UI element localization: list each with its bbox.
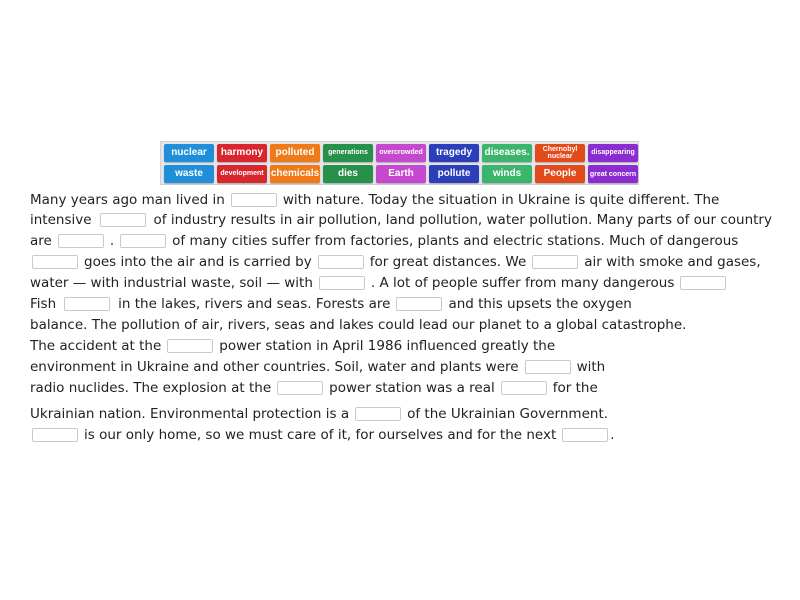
text-line-1 [30,190,719,210]
answer-blank-11[interactable] [396,297,442,311]
text-line-4 [30,252,761,272]
text-segment: . A lot of people suffer from many dangerous [370,275,675,291]
text-segment: Many years ago man lived in [30,192,225,208]
answer-blank-18[interactable] [562,428,608,442]
text-segment: The accident at the [30,338,162,354]
text-segment: and this upsets the oxygen [448,296,632,312]
text-line-7 [30,315,686,335]
word-tile-pollute[interactable]: pollute [429,165,479,183]
answer-blank-17[interactable] [32,428,78,442]
text-line-12 [30,425,615,445]
word-tile-diseases[interactable]: diseases. [482,144,532,162]
text-segment: balance. The pollution of air, rivers, seas and lakes could lead our planet to a global catastrophe. [30,317,687,333]
text-segment: . [109,233,115,249]
text-segment: for the [552,380,598,396]
text-line-3 [30,231,738,251]
text-segment: air with smoke and gases, [584,254,761,270]
text-line-5 [30,273,732,293]
text-segment: Ukrainian nation. Environmental protection is a [30,406,350,422]
text-segment: goes into the air and is carried by [84,254,312,270]
word-tile-dies[interactable]: dies [323,165,373,183]
answer-blank-15[interactable] [501,381,547,395]
text-segment: is our only home, so we must care of it, for ourselves and for the next [84,427,557,443]
text-line-6 [30,294,632,314]
answer-blank-12[interactable] [167,339,213,353]
text-segment: for great distances. We [369,254,527,270]
answer-blank-1[interactable] [231,193,277,207]
answer-blank-5[interactable] [32,255,78,269]
answer-blank-7[interactable] [532,255,578,269]
answer-blank-2[interactable] [100,213,146,227]
text-segment: intensive [30,212,92,228]
word-tile-nuclear[interactable]: nuclear [164,144,214,162]
text-line-8 [30,336,555,356]
text-segment: Fish [30,296,57,312]
word-tile-waste[interactable]: waste [164,165,214,183]
answer-blank-3[interactable] [58,234,104,248]
text-segment: with [576,359,606,375]
word-tile-people[interactable]: People [535,165,585,183]
answer-blank-8[interactable] [319,276,365,290]
word-tile-winds[interactable]: winds [482,165,532,183]
answer-blank-6[interactable] [318,255,364,269]
text-segment: of many cities suffer from factories, plants and electric stations. Much of dangerous [172,233,739,249]
answer-blank-13[interactable] [525,360,571,374]
word-tile-disappearing[interactable]: disappearing [588,144,638,162]
text-segment: power station was a real [329,380,495,396]
text-segment: of industry results in air pollution, land pollution, water pollution. Many parts of our country [153,212,772,228]
answer-blank-14[interactable] [277,381,323,395]
text-segment: . [610,427,615,443]
text-segment: in the lakes, rivers and seas. Forests are [118,296,391,312]
text-segment: are [30,233,52,249]
text-segment: with nature. Today the situation in Ukraine is quite different. The [282,192,720,208]
text-segment: of the Ukrainian Government. [407,406,609,422]
answer-blank-10[interactable] [64,297,110,311]
text-segment: radio nuclides. The explosion at the [30,380,272,396]
word-tile-overcrowded[interactable]: overcrowded [376,144,426,162]
text-line-10 [30,378,598,398]
word-tile-generations[interactable]: generations [323,144,373,162]
word-tile-harmony[interactable]: harmony [217,144,267,162]
word-tile-chemicals[interactable]: chemicals [270,165,320,183]
word-tile-chernobyl-nuclear[interactable]: Chernobyl nuclear [535,144,585,162]
answer-blank-9[interactable] [680,276,726,290]
text-line-2 [30,210,772,230]
word-tile-tragedy[interactable]: tragedy [429,144,479,162]
word-tile-great-concern[interactable]: great concern [588,165,638,183]
answer-blank-4[interactable] [120,234,166,248]
answer-blank-16[interactable] [355,407,401,421]
text-line-11 [30,404,608,424]
text-segment: power station in April 1986 influenced greatly the [219,338,556,354]
text-line-9 [30,357,605,377]
word-tile-polluted[interactable]: polluted [270,144,320,162]
text-segment: environment in Ukraine and other countries. Soil, water and plants were [30,359,519,375]
word-tile-earth[interactable]: Earth [376,165,426,183]
word-tile-development[interactable]: development [217,165,267,183]
text-segment: water — with industrial waste, soil — with [30,275,313,291]
